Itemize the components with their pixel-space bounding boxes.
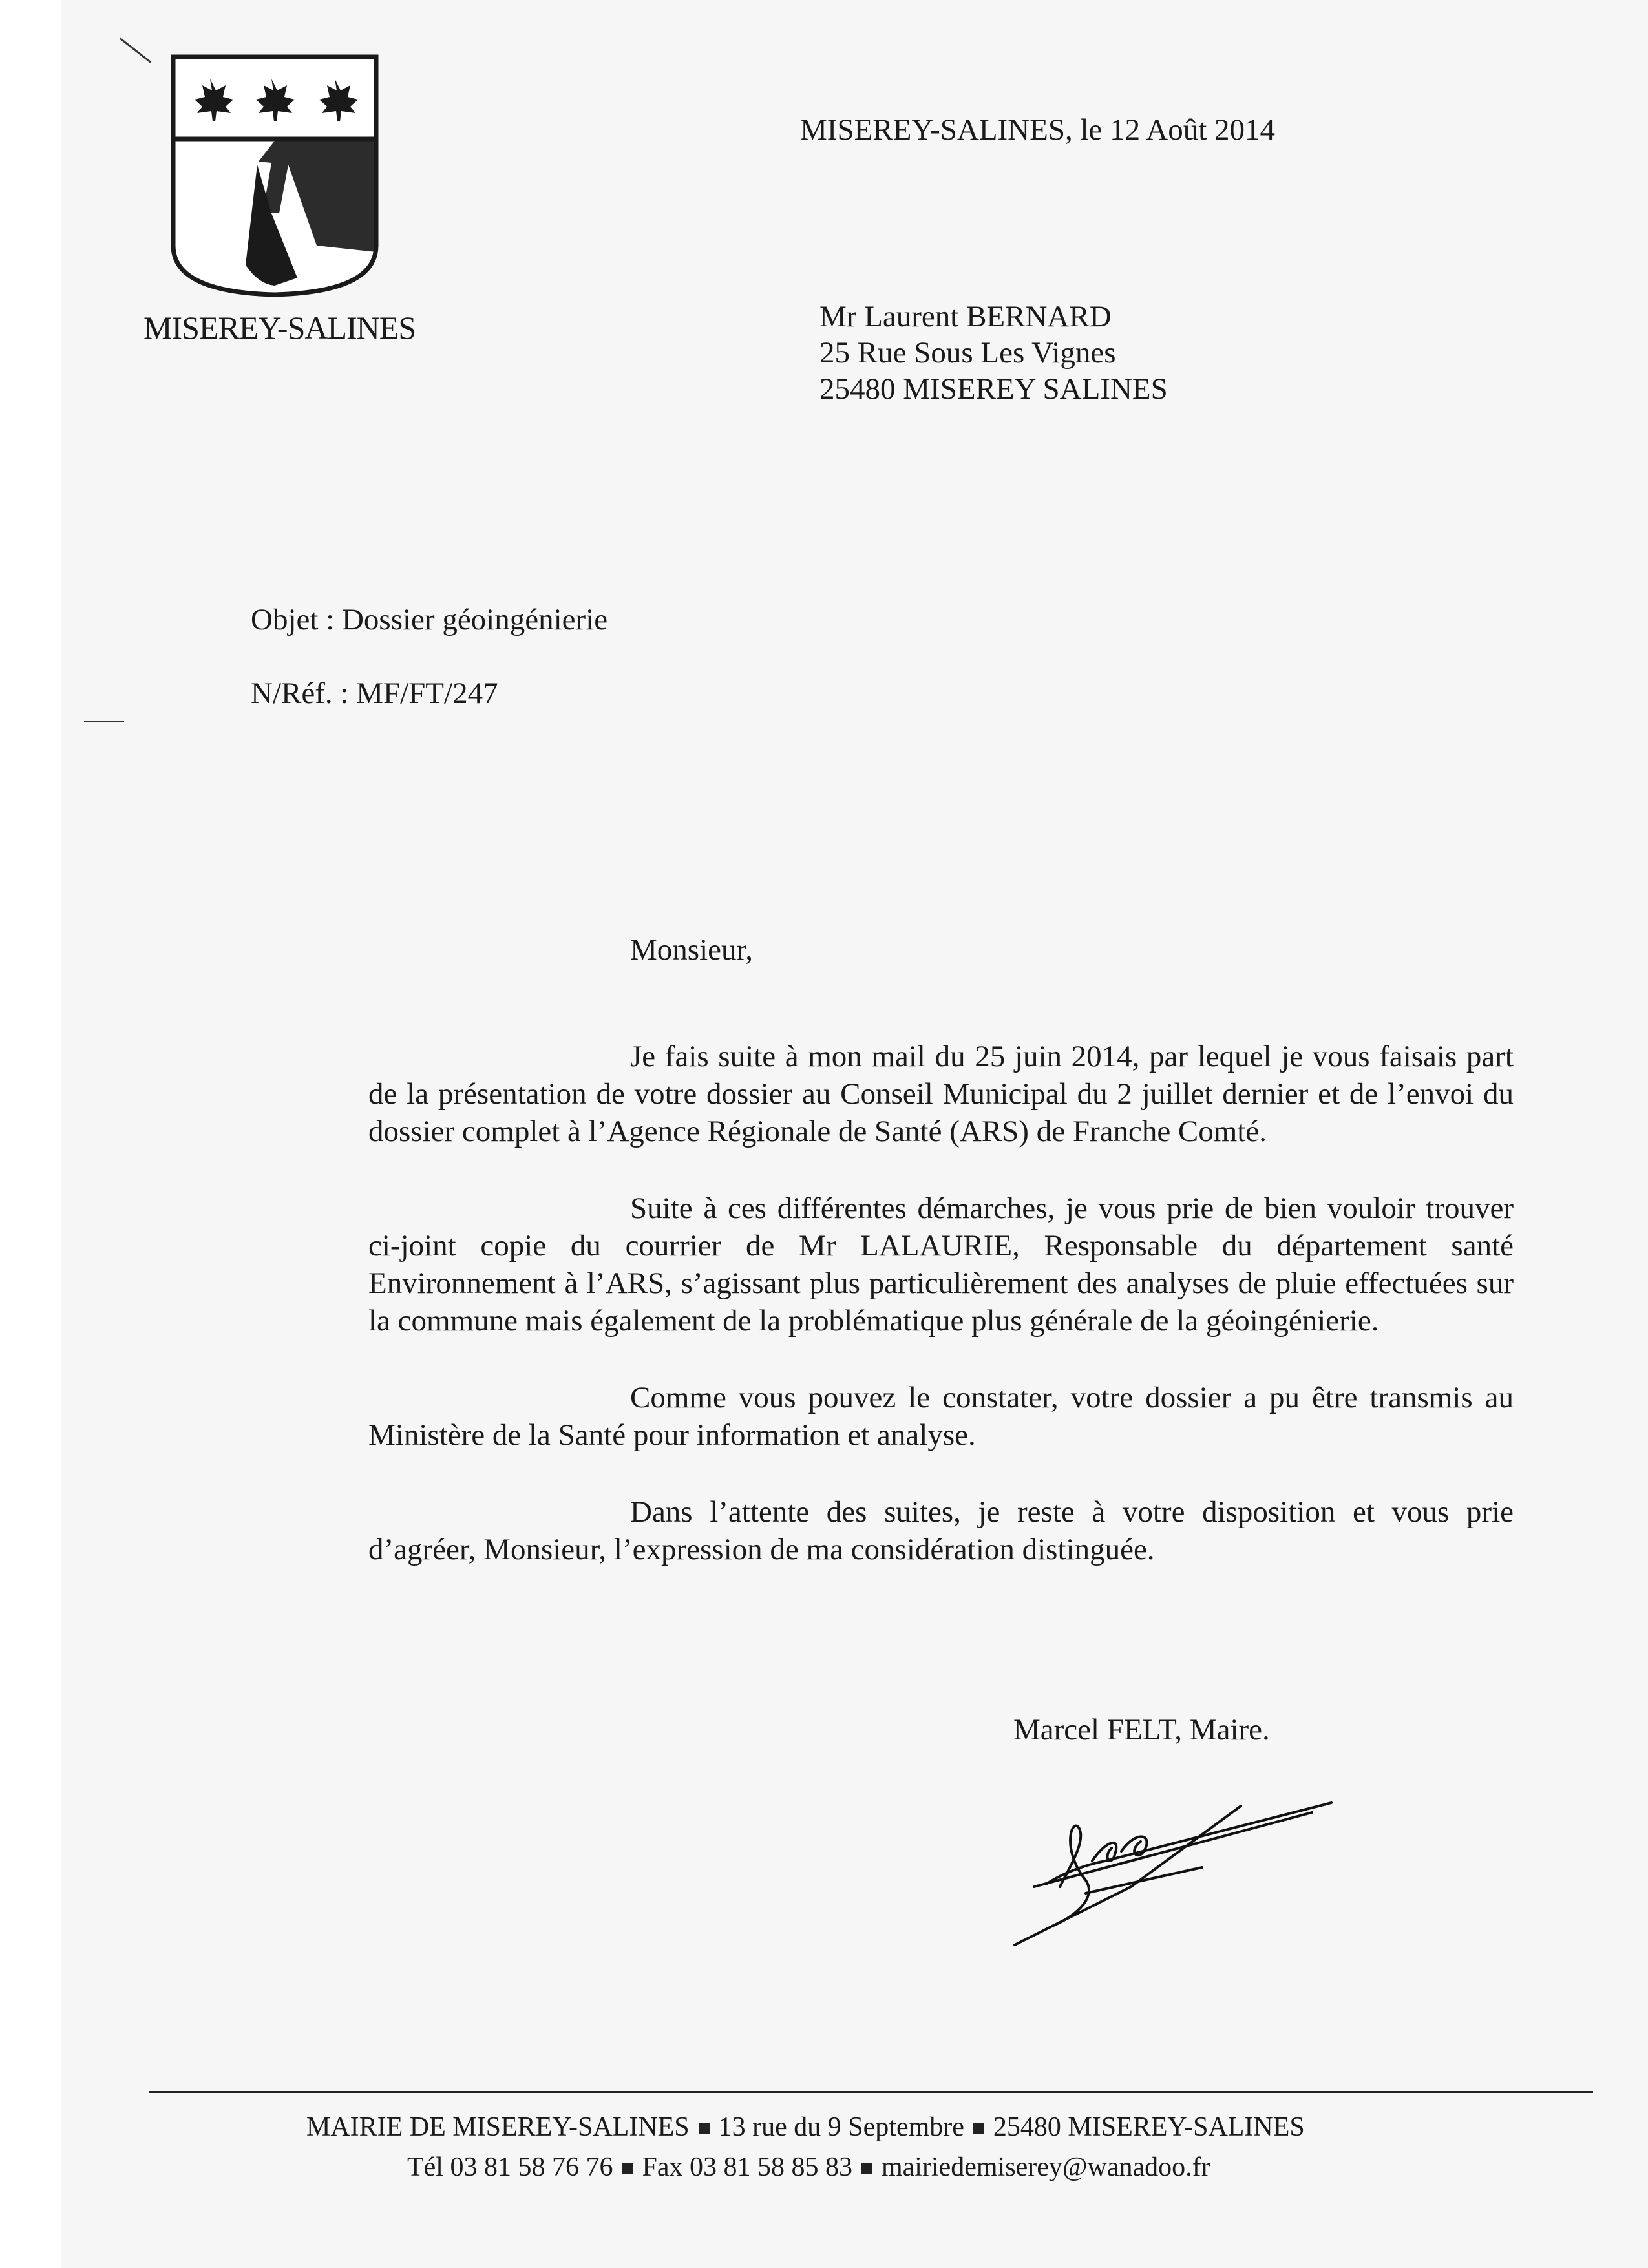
recipient-address: [819, 299, 1168, 407]
salutation: Monsieur,: [630, 933, 754, 967]
footer-phone: Tél 03 81 58 76 76: [407, 2152, 613, 2182]
footer-fax: Fax 03 81 58 85 83: [642, 2152, 852, 2182]
footer-divider: [149, 2091, 1593, 2093]
square-bullet-icon: [861, 2163, 872, 2174]
signer-name: Marcel FELT, Maire.: [1013, 1713, 1270, 1747]
footer-street: 13 rue du 9 Septembre: [718, 2112, 964, 2142]
square-bullet-icon: [973, 2123, 984, 2134]
recipient-street: 25 Rue Sous Les Vignes: [819, 336, 1116, 370]
letter-reference: N/Réf. : MF/FT/247: [251, 677, 498, 710]
body-paragraph: Dans l’attente des suites, je reste à votre disposition et vous prie d’agréer, Monsieur, l’expression de ma considération distinguée.: [368, 1495, 1514, 1566]
date-line: MISEREY-SALINES, le 12 Août 2014: [800, 113, 1276, 147]
square-bullet-icon: [622, 2163, 633, 2174]
letterhead-town-name: MISEREY-SALINES: [143, 310, 416, 346]
scan-mark: [84, 721, 124, 722]
letter-object: Objet : Dossier géoingénierie: [251, 603, 608, 636]
footer-city: 25480 MISEREY-SALINES: [993, 2112, 1305, 2142]
footer-contact-line: [407, 2152, 1210, 2183]
recipient-name: Mr Laurent BERNARD: [819, 300, 1112, 333]
scan-margin: [0, 0, 61, 2268]
letter-body: [368, 1038, 1514, 1608]
footer-address-line: [306, 2112, 1305, 2143]
footer-org: MAIRIE DE MISEREY-SALINES: [306, 2112, 690, 2142]
recipient-city: 25480 MISEREY SALINES: [819, 372, 1168, 406]
body-paragraph: Comme vous pouvez le constater, votre dossier a pu être transmis au Ministère de la Santé pour information et analyse.: [368, 1381, 1514, 1452]
handwritten-signature: [1008, 1790, 1357, 1958]
body-paragraph: Je fais suite à mon mail du 25 juin 2014, par lequel je vous faisais part de la présentation de votre dossier au Conseil Municipal du 2 juillet dernier et de l’envoi du dossier complet à l’Agence Régionale de Santé (ARS) de Franche Comté.: [368, 1040, 1514, 1148]
coat-of-arms-icon: [168, 52, 381, 297]
footer-email: mairiedemiserey@wanadoo.fr: [881, 2152, 1210, 2182]
square-bullet-icon: [699, 2123, 710, 2134]
body-paragraph: Suite à ces différentes démarches, je vous prie de bien vouloir trouver ci-joint copie du courrier de Mr LALAURIE, Responsable du département santé Environnement à l’ARS, s’agissant plus particulièrement des analyses de pluie effectuées sur la commune mais également de la problématique plus générale de la géoingénierie.: [368, 1192, 1514, 1338]
